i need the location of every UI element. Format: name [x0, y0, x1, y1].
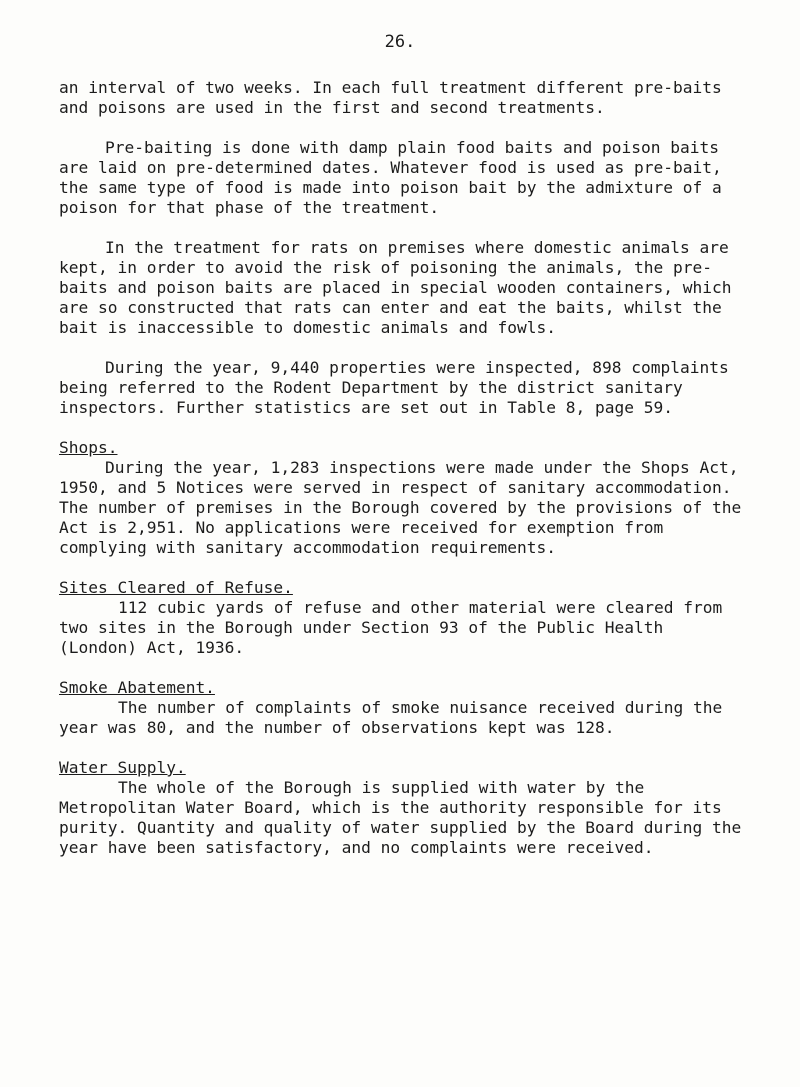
paragraph-pre-baiting: Pre-baiting is done with damp plain food baits and poison baits are laid on pre-determined dates. Whatever food is used as pre-bait, the same type of food is made into poison bait by the admixture of a poison for that phase of the treatment. — [59, 138, 722, 217]
paragraph-refuse: 112 cubic yards of refuse and other material were cleared from two sites in the Borough under Section 93 of the Public Health (London) Act, 1936. — [59, 598, 723, 657]
heading-water-supply: Water Supply. — [59, 758, 186, 777]
heading-smoke-abatement: Smoke Abatement. — [59, 678, 215, 697]
paragraph-smoke: The number of complaints of smoke nuisance received during the year was 80, and the number of observations kept was 128. — [59, 698, 723, 737]
section-sites-cleared-of-refuse — [59, 578, 749, 658]
paragraph-domestic-animals: In the treatment for rats on premises where domestic animals are kept, in order to avoid the risk of poisoning the animals, the pre-baits and poison baits are placed in special wooden containers, which are so constructed that rats can enter and eat the baits, whilst the bait is inaccessible to domestic animals and fowls. — [59, 238, 732, 337]
heading-shops: Shops. — [59, 438, 118, 457]
paragraph-water: The whole of the Borough is supplied with water by the Metropolitan Water Board, which is the authority responsible for its purity. Quantity and quality of water supplied by the Board during the year have been satisfactory, and no complaints were received. — [59, 778, 742, 857]
section-smoke-abatement — [59, 678, 749, 738]
page-number: 26. — [384, 32, 416, 52]
paragraph-shops: During the year, 1,283 inspections were made under the Shops Act, 1950, and 5 Notices were served in respect of sanitary accommodation. The number of premises in the Borough covered by the provisions of the Act is 2,951. No applications were received for exemption from complying with sanitary accommodation requirements. — [59, 458, 742, 557]
paragraph-inspections: During the year, 9,440 properties were inspected, 898 complaints being referred to the Rodent Department by the district sanitary inspectors. Further statistics are set out in Table 8, page 59. — [59, 358, 729, 417]
paragraph-treatment-interval: an interval of two weeks. In each full treatment different pre-baits and poisons are used in the first and second treatments. — [59, 78, 722, 117]
section-shops — [59, 438, 749, 558]
document-body — [59, 78, 749, 878]
heading-sites-cleared-of-refuse: Sites Cleared of Refuse. — [59, 578, 293, 597]
section-water-supply — [59, 758, 749, 858]
